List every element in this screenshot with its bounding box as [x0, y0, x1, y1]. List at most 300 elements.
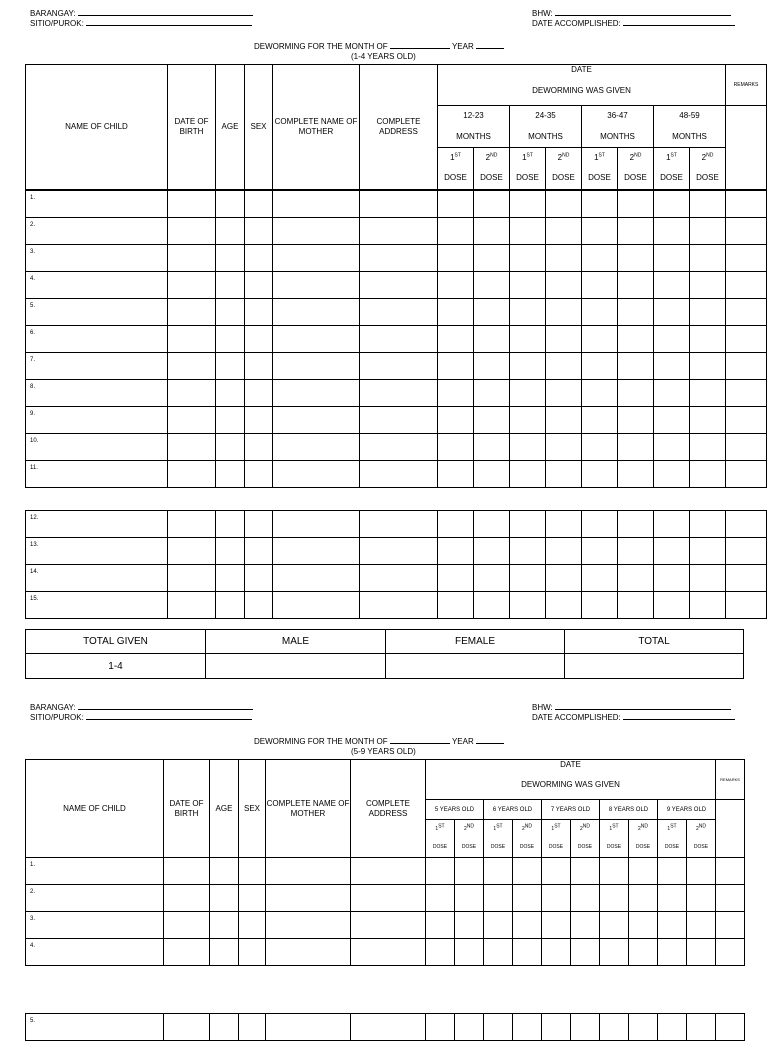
- entry-cell[interactable]: [360, 191, 438, 218]
- entry-cell[interactable]: [726, 299, 767, 326]
- entry-cell[interactable]: [273, 353, 360, 380]
- entry-cell[interactable]: [168, 592, 216, 619]
- entry-cell[interactable]: [216, 326, 245, 353]
- entry-cell[interactable]: [360, 565, 438, 592]
- entry-cell[interactable]: [245, 434, 273, 461]
- entry-cell[interactable]: [618, 434, 654, 461]
- entry-cell[interactable]: [474, 434, 510, 461]
- entry-cell[interactable]: [687, 885, 716, 912]
- entry-cell[interactable]: [245, 326, 273, 353]
- entry-cell[interactable]: [484, 858, 513, 885]
- entry-cell[interactable]: [690, 191, 726, 218]
- entry-cell[interactable]: [690, 326, 726, 353]
- entry-cell[interactable]: [216, 434, 245, 461]
- entry-cell[interactable]: [726, 191, 767, 218]
- entry-cell[interactable]: [438, 299, 474, 326]
- entry-cell[interactable]: [716, 885, 745, 912]
- entry-cell[interactable]: [600, 912, 629, 939]
- entry-cell[interactable]: [474, 326, 510, 353]
- entry-cell[interactable]: [654, 272, 690, 299]
- sitio-field[interactable]: [30, 712, 252, 723]
- entry-cell[interactable]: [654, 511, 690, 538]
- entry-cell[interactable]: [216, 245, 245, 272]
- entry-cell[interactable]: [513, 858, 542, 885]
- child-name-cell[interactable]: 4.: [26, 939, 164, 966]
- entry-cell[interactable]: [726, 565, 767, 592]
- entry-cell[interactable]: [239, 912, 266, 939]
- entry-cell[interactable]: [239, 858, 266, 885]
- entry-cell[interactable]: [618, 353, 654, 380]
- totals-total-cell[interactable]: [565, 654, 744, 679]
- entry-cell[interactable]: [618, 218, 654, 245]
- entry-cell[interactable]: [168, 434, 216, 461]
- entry-cell[interactable]: [438, 245, 474, 272]
- entry-cell[interactable]: [239, 939, 266, 966]
- entry-cell[interactable]: [513, 1014, 542, 1041]
- entry-cell[interactable]: [654, 353, 690, 380]
- entry-cell[interactable]: [542, 885, 571, 912]
- entry-cell[interactable]: [273, 592, 360, 619]
- entry-cell[interactable]: [726, 353, 767, 380]
- entry-cell[interactable]: [438, 353, 474, 380]
- bhw-blank[interactable]: [555, 8, 731, 16]
- child-name-cell[interactable]: 5.: [26, 299, 168, 326]
- entry-cell[interactable]: [654, 326, 690, 353]
- entry-cell[interactable]: [726, 218, 767, 245]
- entry-cell[interactable]: [546, 326, 582, 353]
- entry-cell[interactable]: [690, 592, 726, 619]
- entry-cell[interactable]: [510, 218, 546, 245]
- entry-cell[interactable]: [351, 858, 426, 885]
- entry-cell[interactable]: [426, 1014, 455, 1041]
- entry-cell[interactable]: [510, 407, 546, 434]
- entry-cell[interactable]: [726, 538, 767, 565]
- entry-cell[interactable]: [426, 912, 455, 939]
- entry-cell[interactable]: [654, 461, 690, 488]
- entry-cell[interactable]: [629, 939, 658, 966]
- entry-cell[interactable]: [618, 538, 654, 565]
- entry-cell[interactable]: [273, 407, 360, 434]
- entry-cell[interactable]: [510, 326, 546, 353]
- entry-cell[interactable]: [582, 434, 618, 461]
- entry-cell[interactable]: [571, 912, 600, 939]
- entry-cell[interactable]: [438, 407, 474, 434]
- entry-cell[interactable]: [474, 592, 510, 619]
- entry-cell[interactable]: [474, 538, 510, 565]
- entry-cell[interactable]: [716, 939, 745, 966]
- entry-cell[interactable]: [690, 565, 726, 592]
- entry-cell[interactable]: [438, 565, 474, 592]
- entry-cell[interactable]: [455, 858, 484, 885]
- entry-cell[interactable]: [510, 245, 546, 272]
- entry-cell[interactable]: [484, 912, 513, 939]
- entry-cell[interactable]: [239, 885, 266, 912]
- entry-cell[interactable]: [690, 461, 726, 488]
- entry-cell[interactable]: [510, 380, 546, 407]
- entry-cell[interactable]: [474, 191, 510, 218]
- entry-cell[interactable]: [360, 272, 438, 299]
- entry-cell[interactable]: [245, 245, 273, 272]
- child-name-cell[interactable]: 15.: [26, 592, 168, 619]
- entry-cell[interactable]: [582, 353, 618, 380]
- entry-cell[interactable]: [546, 434, 582, 461]
- entry-cell[interactable]: [266, 1014, 351, 1041]
- entry-cell[interactable]: [168, 272, 216, 299]
- entry-cell[interactable]: [168, 565, 216, 592]
- entry-cell[interactable]: [510, 592, 546, 619]
- entry-cell[interactable]: [546, 511, 582, 538]
- entry-cell[interactable]: [654, 299, 690, 326]
- date-accomplished-field[interactable]: [532, 18, 735, 29]
- entry-cell[interactable]: [654, 191, 690, 218]
- entry-cell[interactable]: [484, 1014, 513, 1041]
- entry-cell[interactable]: [654, 592, 690, 619]
- entry-cell[interactable]: [582, 461, 618, 488]
- entry-cell[interactable]: [546, 565, 582, 592]
- entry-cell[interactable]: [582, 592, 618, 619]
- entry-cell[interactable]: [716, 912, 745, 939]
- date-accomplished-field[interactable]: [532, 712, 735, 723]
- month-blank[interactable]: [390, 41, 450, 49]
- entry-cell[interactable]: [510, 461, 546, 488]
- entry-cell[interactable]: [600, 858, 629, 885]
- entry-cell[interactable]: [216, 511, 245, 538]
- entry-cell[interactable]: [510, 538, 546, 565]
- entry-cell[interactable]: [690, 434, 726, 461]
- entry-cell[interactable]: [690, 407, 726, 434]
- entry-cell[interactable]: [542, 858, 571, 885]
- entry-cell[interactable]: [690, 299, 726, 326]
- entry-cell[interactable]: [571, 885, 600, 912]
- entry-cell[interactable]: [629, 858, 658, 885]
- entry-cell[interactable]: [168, 245, 216, 272]
- entry-cell[interactable]: [546, 407, 582, 434]
- entry-cell[interactable]: [273, 538, 360, 565]
- entry-cell[interactable]: [600, 939, 629, 966]
- entry-cell[interactable]: [726, 461, 767, 488]
- entry-cell[interactable]: [654, 380, 690, 407]
- entry-cell[interactable]: [438, 218, 474, 245]
- barangay-blank[interactable]: [78, 8, 253, 16]
- entry-cell[interactable]: [360, 538, 438, 565]
- month-blank[interactable]: [390, 736, 450, 744]
- entry-cell[interactable]: [438, 326, 474, 353]
- entry-cell[interactable]: [239, 1014, 266, 1041]
- entry-cell[interactable]: [168, 191, 216, 218]
- entry-cell[interactable]: [273, 565, 360, 592]
- sitio-field[interactable]: [30, 18, 252, 29]
- entry-cell[interactable]: [542, 1014, 571, 1041]
- child-name-cell[interactable]: 3.: [26, 912, 164, 939]
- entry-cell[interactable]: [654, 245, 690, 272]
- entry-cell[interactable]: [658, 858, 687, 885]
- entry-cell[interactable]: [164, 858, 210, 885]
- entry-cell[interactable]: [360, 461, 438, 488]
- entry-cell[interactable]: [658, 1014, 687, 1041]
- entry-cell[interactable]: [618, 592, 654, 619]
- entry-cell[interactable]: [510, 299, 546, 326]
- entry-cell[interactable]: [618, 299, 654, 326]
- entry-cell[interactable]: [600, 885, 629, 912]
- entry-cell[interactable]: [474, 461, 510, 488]
- barangay-blank[interactable]: [78, 702, 253, 710]
- entry-cell[interactable]: [582, 299, 618, 326]
- entry-cell[interactable]: [273, 218, 360, 245]
- entry-cell[interactable]: [716, 1014, 745, 1041]
- entry-cell[interactable]: [164, 885, 210, 912]
- entry-cell[interactable]: [582, 407, 618, 434]
- entry-cell[interactable]: [618, 461, 654, 488]
- entry-cell[interactable]: [438, 272, 474, 299]
- entry-cell[interactable]: [438, 434, 474, 461]
- entry-cell[interactable]: [658, 912, 687, 939]
- entry-cell[interactable]: [690, 380, 726, 407]
- entry-cell[interactable]: [455, 885, 484, 912]
- entry-cell[interactable]: [474, 565, 510, 592]
- entry-cell[interactable]: [360, 218, 438, 245]
- entry-cell[interactable]: [658, 885, 687, 912]
- entry-cell[interactable]: [168, 326, 216, 353]
- entry-cell[interactable]: [351, 1014, 426, 1041]
- entry-cell[interactable]: [360, 326, 438, 353]
- entry-cell[interactable]: [618, 407, 654, 434]
- entry-cell[interactable]: [245, 272, 273, 299]
- entry-cell[interactable]: [618, 272, 654, 299]
- entry-cell[interactable]: [546, 191, 582, 218]
- entry-cell[interactable]: [690, 245, 726, 272]
- entry-cell[interactable]: [438, 538, 474, 565]
- entry-cell[interactable]: [216, 380, 245, 407]
- entry-cell[interactable]: [618, 326, 654, 353]
- entry-cell[interactable]: [690, 511, 726, 538]
- child-name-cell[interactable]: 10.: [26, 434, 168, 461]
- entry-cell[interactable]: [726, 380, 767, 407]
- entry-cell[interactable]: [510, 191, 546, 218]
- entry-cell[interactable]: [245, 565, 273, 592]
- entry-cell[interactable]: [426, 885, 455, 912]
- entry-cell[interactable]: [629, 885, 658, 912]
- entry-cell[interactable]: [273, 326, 360, 353]
- entry-cell[interactable]: [168, 511, 216, 538]
- entry-cell[interactable]: [726, 407, 767, 434]
- entry-cell[interactable]: [216, 272, 245, 299]
- entry-cell[interactable]: [726, 245, 767, 272]
- entry-cell[interactable]: [582, 380, 618, 407]
- entry-cell[interactable]: [273, 245, 360, 272]
- entry-cell[interactable]: [438, 592, 474, 619]
- entry-cell[interactable]: [687, 1014, 716, 1041]
- entry-cell[interactable]: [618, 565, 654, 592]
- entry-cell[interactable]: [351, 912, 426, 939]
- child-name-cell[interactable]: 13.: [26, 538, 168, 565]
- entry-cell[interactable]: [474, 511, 510, 538]
- entry-cell[interactable]: [245, 353, 273, 380]
- entry-cell[interactable]: [474, 218, 510, 245]
- entry-cell[interactable]: [164, 1014, 210, 1041]
- entry-cell[interactable]: [360, 407, 438, 434]
- entry-cell[interactable]: [438, 461, 474, 488]
- entry-cell[interactable]: [360, 380, 438, 407]
- child-name-cell[interactable]: 8.: [26, 380, 168, 407]
- entry-cell[interactable]: [455, 1014, 484, 1041]
- entry-cell[interactable]: [360, 353, 438, 380]
- entry-cell[interactable]: [582, 245, 618, 272]
- child-name-cell[interactable]: 3.: [26, 245, 168, 272]
- entry-cell[interactable]: [210, 912, 239, 939]
- entry-cell[interactable]: [438, 511, 474, 538]
- entry-cell[interactable]: [658, 939, 687, 966]
- entry-cell[interactable]: [245, 511, 273, 538]
- date-accomplished-blank[interactable]: [623, 18, 735, 26]
- entry-cell[interactable]: [510, 353, 546, 380]
- sitio-blank[interactable]: [86, 712, 252, 720]
- entry-cell[interactable]: [654, 538, 690, 565]
- entry-cell[interactable]: [571, 858, 600, 885]
- entry-cell[interactable]: [216, 218, 245, 245]
- entry-cell[interactable]: [546, 380, 582, 407]
- entry-cell[interactable]: [510, 272, 546, 299]
- entry-cell[interactable]: [216, 299, 245, 326]
- entry-cell[interactable]: [618, 511, 654, 538]
- sitio-blank[interactable]: [86, 18, 252, 26]
- entry-cell[interactable]: [273, 299, 360, 326]
- entry-cell[interactable]: [654, 218, 690, 245]
- entry-cell[interactable]: [687, 858, 716, 885]
- entry-cell[interactable]: [690, 353, 726, 380]
- entry-cell[interactable]: [690, 272, 726, 299]
- entry-cell[interactable]: [726, 592, 767, 619]
- entry-cell[interactable]: [513, 912, 542, 939]
- child-name-cell[interactable]: 2.: [26, 885, 164, 912]
- entry-cell[interactable]: [716, 858, 745, 885]
- entry-cell[interactable]: [687, 912, 716, 939]
- child-name-cell[interactable]: 2.: [26, 218, 168, 245]
- entry-cell[interactable]: [168, 538, 216, 565]
- entry-cell[interactable]: [438, 380, 474, 407]
- entry-cell[interactable]: [245, 461, 273, 488]
- entry-cell[interactable]: [571, 1014, 600, 1041]
- entry-cell[interactable]: [474, 407, 510, 434]
- entry-cell[interactable]: [168, 353, 216, 380]
- entry-cell[interactable]: [629, 1014, 658, 1041]
- entry-cell[interactable]: [510, 565, 546, 592]
- entry-cell[interactable]: [571, 939, 600, 966]
- entry-cell[interactable]: [216, 461, 245, 488]
- entry-cell[interactable]: [513, 939, 542, 966]
- entry-cell[interactable]: [168, 407, 216, 434]
- entry-cell[interactable]: [360, 299, 438, 326]
- entry-cell[interactable]: [455, 939, 484, 966]
- entry-cell[interactable]: [273, 434, 360, 461]
- entry-cell[interactable]: [582, 565, 618, 592]
- entry-cell[interactable]: [513, 885, 542, 912]
- entry-cell[interactable]: [216, 353, 245, 380]
- entry-cell[interactable]: [582, 218, 618, 245]
- entry-cell[interactable]: [266, 885, 351, 912]
- entry-cell[interactable]: [168, 218, 216, 245]
- entry-cell[interactable]: [245, 191, 273, 218]
- entry-cell[interactable]: [546, 538, 582, 565]
- entry-cell[interactable]: [687, 939, 716, 966]
- entry-cell[interactable]: [216, 592, 245, 619]
- entry-cell[interactable]: [618, 245, 654, 272]
- entry-cell[interactable]: [726, 511, 767, 538]
- entry-cell[interactable]: [690, 218, 726, 245]
- entry-cell[interactable]: [474, 245, 510, 272]
- child-name-cell[interactable]: 12.: [26, 511, 168, 538]
- entry-cell[interactable]: [546, 353, 582, 380]
- entry-cell[interactable]: [510, 511, 546, 538]
- entry-cell[interactable]: [266, 858, 351, 885]
- child-name-cell[interactable]: 7.: [26, 353, 168, 380]
- entry-cell[interactable]: [273, 511, 360, 538]
- entry-cell[interactable]: [546, 592, 582, 619]
- entry-cell[interactable]: [654, 565, 690, 592]
- entry-cell[interactable]: [245, 380, 273, 407]
- entry-cell[interactable]: [546, 272, 582, 299]
- entry-cell[interactable]: [273, 380, 360, 407]
- entry-cell[interactable]: [216, 565, 245, 592]
- entry-cell[interactable]: [216, 191, 245, 218]
- entry-cell[interactable]: [438, 191, 474, 218]
- entry-cell[interactable]: [654, 407, 690, 434]
- entry-cell[interactable]: [351, 939, 426, 966]
- entry-cell[interactable]: [168, 461, 216, 488]
- entry-cell[interactable]: [726, 272, 767, 299]
- totals-male-cell[interactable]: [206, 654, 386, 679]
- bhw-blank[interactable]: [555, 702, 731, 710]
- entry-cell[interactable]: [245, 407, 273, 434]
- entry-cell[interactable]: [582, 511, 618, 538]
- entry-cell[interactable]: [474, 380, 510, 407]
- entry-cell[interactable]: [654, 434, 690, 461]
- entry-cell[interactable]: [245, 299, 273, 326]
- entry-cell[interactable]: [210, 1014, 239, 1041]
- entry-cell[interactable]: [210, 939, 239, 966]
- entry-cell[interactable]: [582, 538, 618, 565]
- entry-cell[interactable]: [542, 939, 571, 966]
- entry-cell[interactable]: [266, 939, 351, 966]
- year-blank[interactable]: [476, 736, 504, 744]
- entry-cell[interactable]: [245, 538, 273, 565]
- entry-cell[interactable]: [360, 592, 438, 619]
- entry-cell[interactable]: [273, 191, 360, 218]
- entry-cell[interactable]: [426, 858, 455, 885]
- entry-cell[interactable]: [484, 885, 513, 912]
- child-name-cell[interactable]: 4.: [26, 272, 168, 299]
- year-blank[interactable]: [476, 41, 504, 49]
- entry-cell[interactable]: [510, 434, 546, 461]
- entry-cell[interactable]: [474, 299, 510, 326]
- entry-cell[interactable]: [210, 885, 239, 912]
- entry-cell[interactable]: [164, 912, 210, 939]
- entry-cell[interactable]: [690, 538, 726, 565]
- date-accomplished-blank[interactable]: [623, 712, 735, 720]
- entry-cell[interactable]: [546, 245, 582, 272]
- entry-cell[interactable]: [546, 299, 582, 326]
- entry-cell[interactable]: [351, 885, 426, 912]
- entry-cell[interactable]: [266, 912, 351, 939]
- entry-cell[interactable]: [542, 912, 571, 939]
- entry-cell[interactable]: [360, 511, 438, 538]
- entry-cell[interactable]: [582, 272, 618, 299]
- entry-cell[interactable]: [474, 272, 510, 299]
- entry-cell[interactable]: [245, 218, 273, 245]
- entry-cell[interactable]: [546, 218, 582, 245]
- entry-cell[interactable]: [629, 912, 658, 939]
- entry-cell[interactable]: [164, 939, 210, 966]
- totals-female-cell[interactable]: [386, 654, 565, 679]
